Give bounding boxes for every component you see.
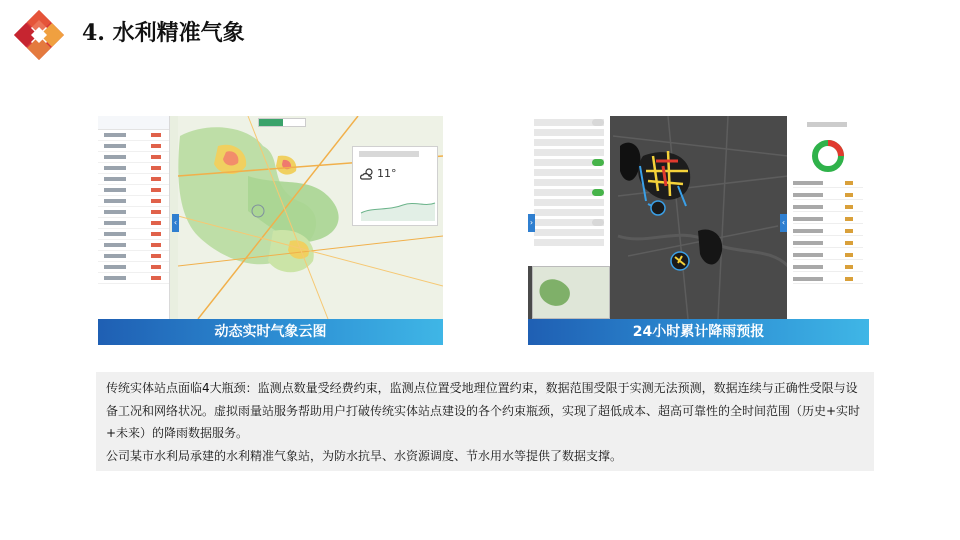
cloud-sun-icon (359, 167, 375, 181)
chevron-left-icon[interactable]: ‹ (172, 214, 179, 232)
rainfall-forecast-image (528, 116, 869, 345)
minimap[interactable] (532, 266, 610, 319)
station-list-panel (98, 116, 170, 319)
statistics-panel (787, 116, 869, 319)
map-mode-tabs[interactable] (258, 118, 306, 127)
image-caption-left: 动态实时气象云图 (98, 319, 443, 345)
layer-control-panel (528, 116, 610, 266)
weather-temperature: 11° (377, 167, 397, 180)
image-caption-right: 24小时累计降雨预报 (528, 319, 869, 345)
chevron-right-icon[interactable]: › (528, 214, 535, 232)
title-text: 水利精准气象 (112, 21, 245, 46)
realtime-cloud-map-image (98, 116, 443, 345)
page-title (82, 16, 245, 47)
description-paragraph-1: 传统实体站点面临4大瓶颈：监测点数量受经费约束，监测点位置受地理位置约束，数据范围受限于实测无法预测，数据连续与正确性受限与设备工况和网络状况。虚拟雨量站服务帮助用户打破传统实体站点建设的各个约束瓶颈，实现了超低成本、超高可靠性的全时间范围（历史+实时+未来）的降雨数据服务。 (106, 381, 861, 440)
diamond-logo-icon (12, 8, 66, 62)
chevron-left-icon[interactable]: ‹ (780, 214, 787, 232)
description-paragraph-2: 公司某市水利局承建的水利精准气象站，为防水抗旱、水资源调度、节水用水等提供了数据支撑。 (106, 448, 623, 463)
title-number: 4. (82, 20, 105, 46)
description-box (96, 372, 874, 471)
weather-card (352, 146, 438, 226)
